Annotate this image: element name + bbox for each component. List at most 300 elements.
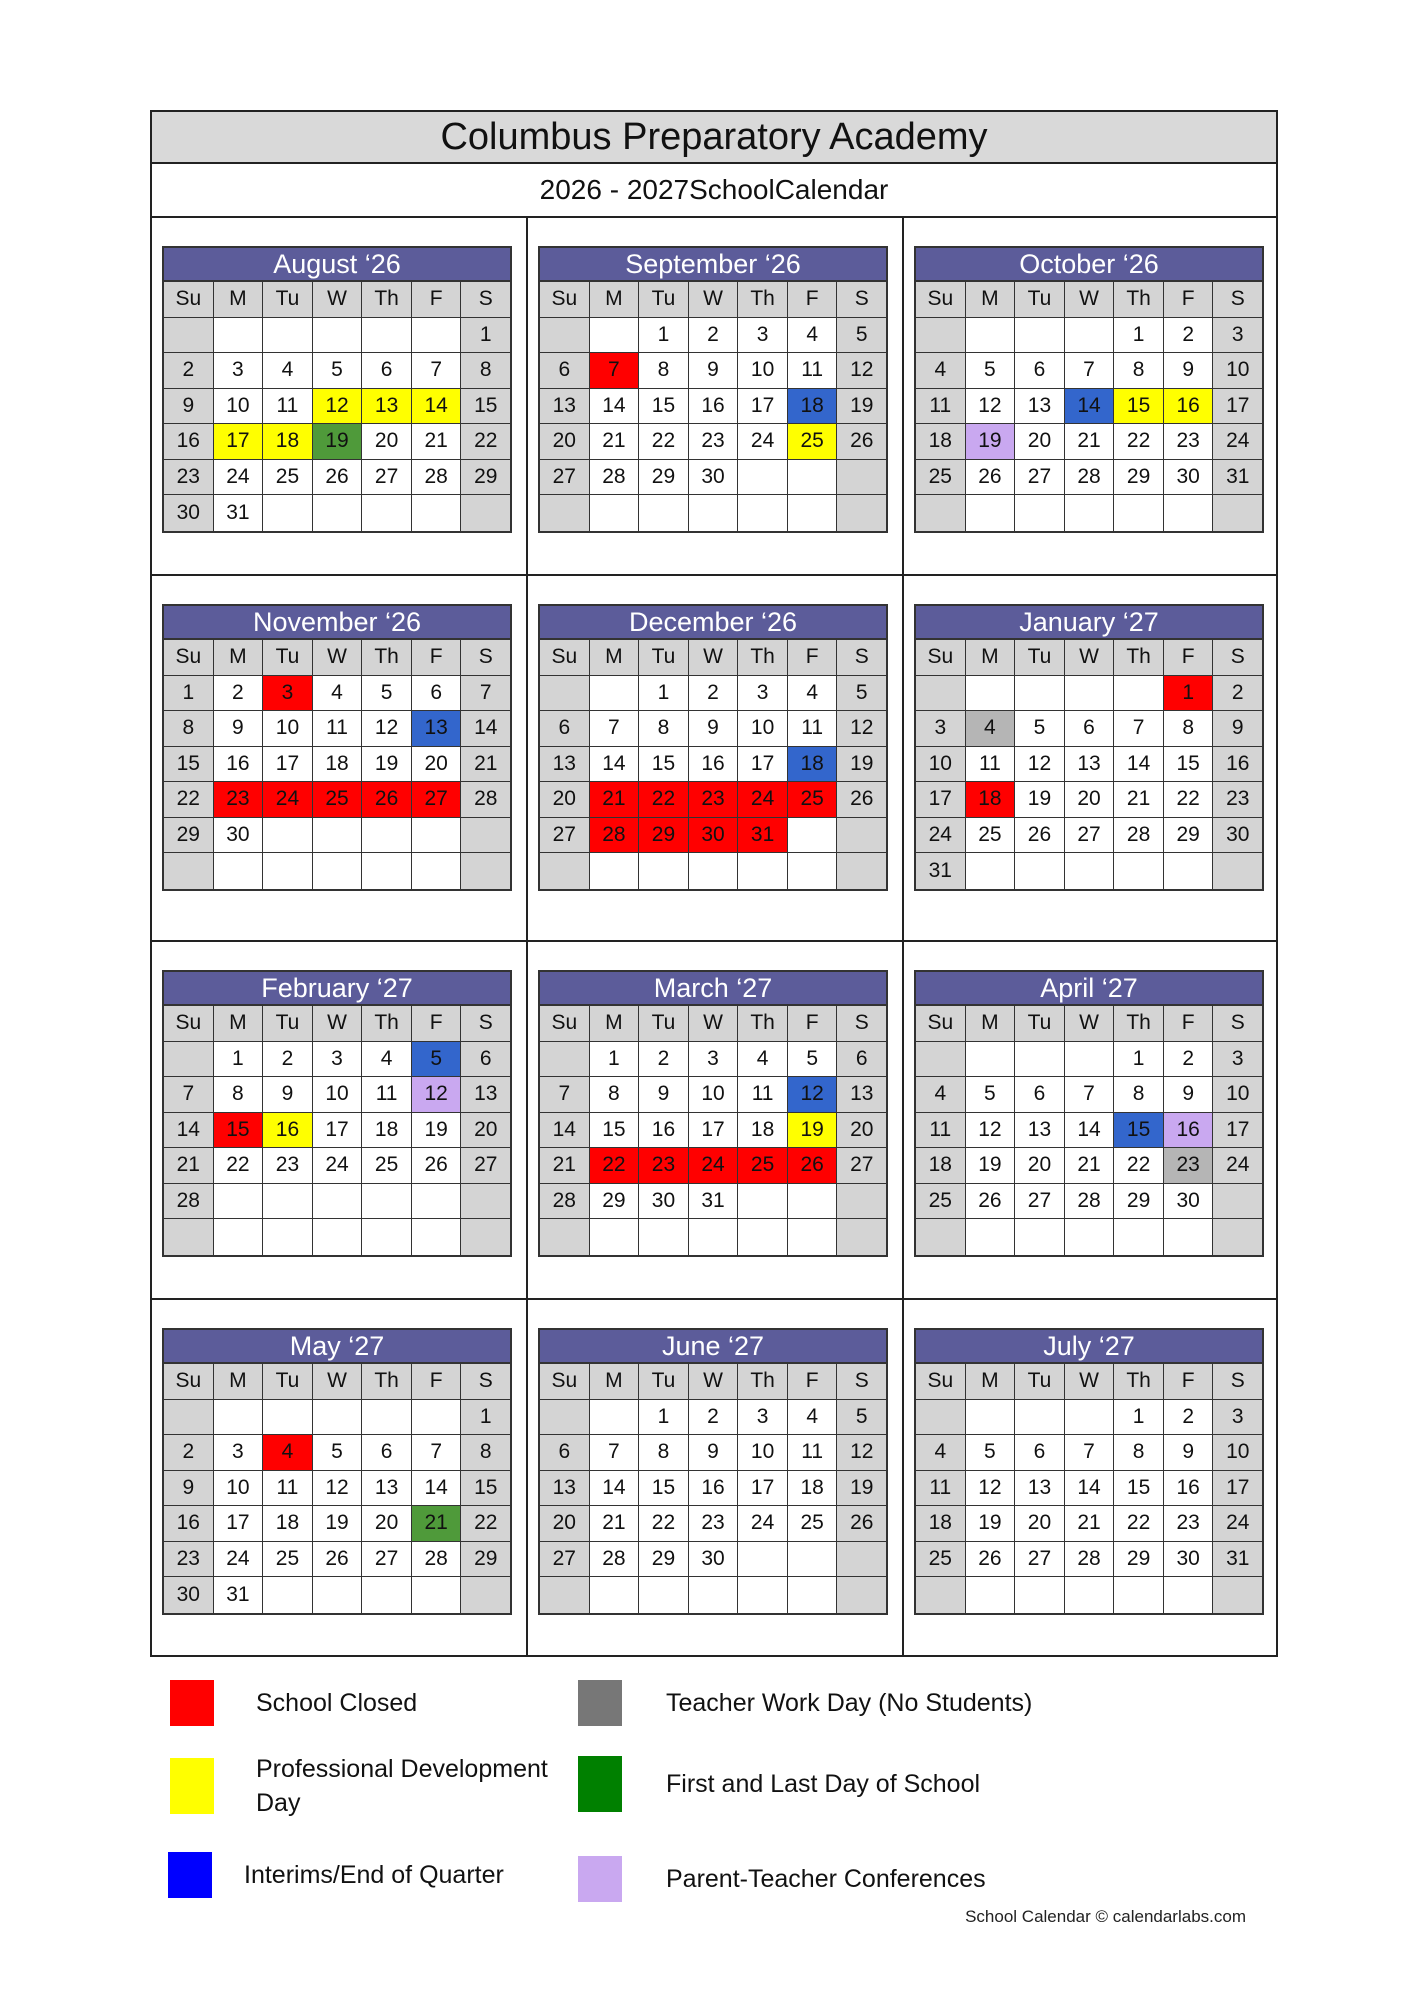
weekday-label: Th [738,1364,788,1400]
weekday-header-row [540,640,886,676]
calendar-day: 22 [590,1148,640,1184]
calendar-day: 27 [1015,1184,1065,1220]
empty-day [590,495,640,531]
calendar-day: 21 [590,782,640,818]
empty-day [263,318,313,354]
empty-day [313,1577,363,1613]
empty-day [362,853,412,889]
weekday-label: M [214,1006,264,1042]
calendar-day: 29 [164,818,214,854]
week-row [916,353,1262,389]
weekday-label: F [412,282,462,318]
week-row [916,1506,1262,1542]
month-title: June ‘27 [540,1330,886,1364]
empty-day [412,1184,462,1220]
week-row [540,389,886,425]
calendar-day: 13 [540,1471,590,1507]
weekday-header-row [916,1006,1262,1042]
week-row [164,353,510,389]
empty-day [1015,495,1065,531]
week-row [164,818,510,854]
calendar-day: 25 [788,424,838,460]
calendar-day: 30 [1164,1184,1214,1220]
month-title: July ‘27 [916,1330,1262,1364]
calendar-day: 24 [1213,1506,1262,1542]
calendar-day: 17 [916,782,966,818]
empty-day [263,853,313,889]
calendar-day: 12 [966,1471,1016,1507]
empty-day [966,495,1016,531]
week-row [916,460,1262,496]
weekday-header-row [164,282,510,318]
calendar-day: 16 [1164,1471,1214,1507]
calendar-day: 19 [966,1506,1016,1542]
calendar-day: 23 [214,782,264,818]
calendar-day: 1 [639,318,689,354]
calendar-day: 30 [1164,1542,1214,1578]
calendar-day: 4 [916,1077,966,1113]
month-calendar [162,1328,512,1615]
calendar-day: 22 [461,424,510,460]
calendar-day: 10 [313,1077,363,1113]
calendar-day: 15 [639,747,689,783]
calendar-day: 1 [639,1400,689,1436]
empty-day [837,1219,886,1255]
calendar-day: 16 [1164,1113,1214,1149]
empty-day [461,1219,510,1255]
empty-day [263,1219,313,1255]
calendar-day: 24 [738,1506,788,1542]
calendar-day: 5 [412,1042,462,1078]
legend-item-conferences [578,1856,986,1902]
calendar-day: 13 [1015,389,1065,425]
calendar-day: 22 [164,782,214,818]
weekday-label: Su [916,282,966,318]
calendar-day: 14 [590,389,640,425]
weekday-label: S [461,1006,510,1042]
calendar-day: 7 [590,353,640,389]
empty-day [1065,1219,1115,1255]
calendar-day: 19 [313,1506,363,1542]
month-title: February ‘27 [164,972,510,1006]
calendar-day: 26 [412,1148,462,1184]
weekday-label: Tu [263,282,313,318]
weekday-label: F [788,1006,838,1042]
calendar-day: 4 [788,676,838,712]
calendar-day: 15 [590,1113,640,1149]
calendar-day: 1 [590,1042,640,1078]
calendar-day: 3 [263,676,313,712]
calendar-day: 16 [1164,389,1214,425]
month-cell [904,218,1276,576]
empty-day [540,1400,590,1436]
empty-day [412,818,462,854]
calendar-day: 13 [362,1471,412,1507]
calendar-day: 1 [164,676,214,712]
week-row [164,1506,510,1542]
calendar-day: 30 [689,460,739,496]
month-title: March ‘27 [540,972,886,1006]
calendar-day: 7 [412,1435,462,1471]
calendar-day: 24 [214,460,264,496]
weekday-label: Su [164,1006,214,1042]
calendar-day: 6 [540,711,590,747]
calendar-day: 22 [1114,424,1164,460]
calendar-day: 29 [461,460,510,496]
weekday-label: Su [540,282,590,318]
calendar-day: 12 [1015,747,1065,783]
month-grid [152,218,1276,1657]
calendar-day: 5 [362,676,412,712]
empty-day [1015,318,1065,354]
month-cell [152,576,528,942]
calendar-day: 5 [837,1400,886,1436]
calendar-day: 15 [1114,1113,1164,1149]
week-row [916,1400,1262,1436]
empty-day [540,495,590,531]
calendar-day: 11 [916,389,966,425]
weekday-label: Tu [1015,1006,1065,1042]
weekday-label: Su [916,1006,966,1042]
calendar-day: 31 [1213,1542,1262,1578]
month-calendar [914,246,1264,533]
calendar-day: 22 [461,1506,510,1542]
calendar-day: 9 [263,1077,313,1113]
calendar-day: 10 [263,711,313,747]
calendar-day: 23 [639,1148,689,1184]
week-row [540,818,886,854]
calendar-day: 2 [1213,676,1262,712]
calendar-day: 23 [1164,424,1214,460]
calendar-day: 31 [214,1577,264,1613]
legend-item-first-last-day [578,1756,980,1812]
weekday-header-row [540,282,886,318]
empty-day [461,495,510,531]
weekday-label: W [1065,1006,1115,1042]
month-calendar [914,1328,1264,1615]
calendar-day: 5 [313,353,363,389]
calendar-day: 20 [461,1113,510,1149]
week-row [916,747,1262,783]
calendar-day: 23 [263,1148,313,1184]
empty-day [214,853,264,889]
calendar-day: 13 [540,747,590,783]
legend-item-interims [168,1852,504,1898]
calendar-day: 6 [412,676,462,712]
week-row [540,1577,886,1613]
calendar-day: 3 [916,711,966,747]
calendar-day: 25 [916,1542,966,1578]
weekday-label: W [313,282,363,318]
calendar-day: 25 [788,1506,838,1542]
calendar-day: 25 [263,460,313,496]
calendar-day: 10 [689,1077,739,1113]
calendar-day: 1 [1114,1042,1164,1078]
empty-day [214,1400,264,1436]
calendar-day: 20 [540,1506,590,1542]
calendar-day: 3 [738,1400,788,1436]
page-subtitle: 2026 - 2027SchoolCalendar [152,164,1276,218]
calendar-day: 3 [1213,318,1262,354]
calendar-day: 7 [461,676,510,712]
month-title: September ‘26 [540,248,886,282]
week-row [164,1542,510,1578]
calendar-day: 30 [164,495,214,531]
calendar-day: 27 [540,818,590,854]
calendar-day: 18 [916,1506,966,1542]
weekday-label: W [689,1006,739,1042]
legend-swatch-gray [578,1680,622,1726]
weekday-label: Tu [263,1006,313,1042]
empty-day [313,1400,363,1436]
calendar-day: 28 [540,1184,590,1220]
calendar-day: 30 [1164,460,1214,496]
month-calendar [162,604,512,891]
weekday-header-row [164,1364,510,1400]
weekday-label: Th [362,1006,412,1042]
empty-day [837,460,886,496]
calendar-day: 28 [412,460,462,496]
weekday-label: Su [164,640,214,676]
weekday-label: Su [540,1006,590,1042]
week-row [164,389,510,425]
weekday-label: F [1164,1364,1214,1400]
calendar-day: 21 [412,1506,462,1542]
calendar-day: 29 [639,460,689,496]
calendar-day: 20 [540,424,590,460]
weekday-label: F [412,1006,462,1042]
week-row [540,353,886,389]
calendar-day: 1 [214,1042,264,1078]
empty-day [1164,853,1214,889]
calendar-day: 20 [362,1506,412,1542]
calendar-day: 7 [412,353,462,389]
calendar-day: 16 [689,389,739,425]
weekday-header-row [916,282,1262,318]
calendar-day: 11 [966,747,1016,783]
empty-day [164,1400,214,1436]
empty-day [788,460,838,496]
weekday-label: Th [1114,640,1164,676]
calendar-day: 12 [788,1077,838,1113]
empty-day [313,495,363,531]
weekday-header-row [540,1364,886,1400]
weekday-label: W [689,1364,739,1400]
empty-day [689,1219,739,1255]
calendar-day: 2 [164,353,214,389]
calendar-day: 27 [412,782,462,818]
empty-day [1015,1400,1065,1436]
month-calendar [538,246,888,533]
calendar-day: 6 [461,1042,510,1078]
month-calendar [538,970,888,1257]
calendar-day: 11 [313,711,363,747]
week-row [540,1219,886,1255]
week-row [164,1577,510,1613]
weekday-label: Su [916,640,966,676]
calendar-day: 13 [837,1077,886,1113]
calendar-day: 8 [164,711,214,747]
calendar-day: 1 [461,318,510,354]
calendar-day: 17 [738,747,788,783]
calendar-day: 6 [1015,353,1065,389]
empty-day [412,1577,462,1613]
week-row [164,424,510,460]
calendar-day: 27 [540,460,590,496]
legend-swatch-lavender [578,1856,622,1902]
empty-day [1213,1577,1262,1613]
calendar-day: 3 [214,1435,264,1471]
empty-day [263,1577,313,1613]
calendar-day: 16 [689,1471,739,1507]
week-row [164,1400,510,1436]
weekday-header-row [540,1006,886,1042]
weekday-label: M [966,1364,1016,1400]
calendar-day: 19 [837,747,886,783]
calendar-day: 25 [362,1148,412,1184]
weekday-label: F [412,640,462,676]
calendar-day: 20 [362,424,412,460]
month-calendar [914,970,1264,1257]
empty-day [313,1219,363,1255]
weekday-label: M [966,640,1016,676]
legend-item-professional-development [170,1752,556,1820]
calendar-day: 17 [214,1506,264,1542]
week-row [164,1219,510,1255]
week-row [916,1148,1262,1184]
empty-day [788,1219,838,1255]
calendar-day: 26 [1015,818,1065,854]
empty-day [1213,1219,1262,1255]
empty-day [788,818,838,854]
weekday-label: M [590,640,640,676]
weekday-label: F [412,1364,462,1400]
weekday-label: M [214,1364,264,1400]
calendar-day: 15 [1164,747,1214,783]
calendar-day: 9 [214,711,264,747]
week-row [916,1184,1262,1220]
calendar-day: 28 [461,782,510,818]
week-row [916,1113,1262,1149]
month-cell [528,1300,904,1655]
weekday-label: W [313,1364,363,1400]
calendar-day: 10 [738,353,788,389]
week-row [916,1471,1262,1507]
empty-day [788,853,838,889]
empty-day [639,495,689,531]
week-row [916,1542,1262,1578]
calendar-day: 28 [590,818,640,854]
empty-day [1065,676,1115,712]
calendar-day: 14 [412,389,462,425]
month-cell [152,942,528,1300]
calendar-day: 30 [214,818,264,854]
empty-day [738,495,788,531]
calendar-day: 23 [1164,1148,1214,1184]
calendar-day: 27 [1015,460,1065,496]
calendar-day: 12 [966,1113,1016,1149]
calendar-day: 26 [966,460,1016,496]
calendar-day: 5 [966,1077,1016,1113]
empty-day [313,1184,363,1220]
week-row [164,1077,510,1113]
calendar-day: 2 [164,1435,214,1471]
calendar-day: 29 [639,1542,689,1578]
calendar-day: 10 [738,711,788,747]
calendar-day: 23 [164,460,214,496]
calendar-day: 18 [916,424,966,460]
legend-label: Professional Development Day [256,1755,548,1817]
calendar-day: 17 [1213,389,1262,425]
calendar-day: 11 [788,711,838,747]
calendar-day: 22 [639,1506,689,1542]
week-row [916,318,1262,354]
calendar-day: 14 [164,1113,214,1149]
weekday-label: M [214,640,264,676]
calendar-day: 8 [1164,711,1214,747]
empty-day [1114,676,1164,712]
calendar-day: 24 [214,1542,264,1578]
empty-day [639,853,689,889]
legend-label: Interims/End of Quarter [244,1861,504,1889]
calendar-day: 22 [639,424,689,460]
calendar-day: 21 [1114,782,1164,818]
empty-day [214,1184,264,1220]
calendar-day: 13 [1065,747,1115,783]
empty-day [1065,853,1115,889]
footer-credit: School Calendar © calendarlabs.com [965,1907,1246,1926]
weekday-label: Tu [1015,282,1065,318]
calendar-day: 11 [788,1435,838,1471]
calendar-day: 11 [916,1113,966,1149]
calendar-day: 11 [916,1471,966,1507]
calendar-day: 13 [1015,1113,1065,1149]
month-cell [528,218,904,576]
empty-day [1213,1184,1262,1220]
calendar-day: 16 [1213,747,1262,783]
empty-day [540,318,590,354]
calendar-day: 24 [738,782,788,818]
calendar-day: 8 [639,1435,689,1471]
calendar-day: 13 [362,389,412,425]
calendar-day: 2 [1164,1400,1214,1436]
calendar-day: 3 [738,676,788,712]
calendar-day: 11 [788,353,838,389]
calendar-day: 21 [1065,1148,1115,1184]
week-row [916,676,1262,712]
calendar-day: 3 [1213,1042,1262,1078]
empty-day [412,1219,462,1255]
week-row [916,495,1262,531]
weekday-label: F [788,640,838,676]
calendar-day: 8 [1114,1435,1164,1471]
week-row [164,1148,510,1184]
weekday-label: M [966,1006,1016,1042]
week-row [540,853,886,889]
weekday-label: F [1164,1006,1214,1042]
calendar-day: 12 [966,389,1016,425]
calendar-day: 20 [1015,424,1065,460]
weekday-label: Th [738,1006,788,1042]
empty-day [1114,1219,1164,1255]
calendar-day: 9 [1164,353,1214,389]
calendar-day: 18 [788,1471,838,1507]
week-row [164,318,510,354]
weekday-label: W [689,282,739,318]
week-row [540,1400,886,1436]
calendar-day: 29 [1114,1184,1164,1220]
calendar-day: 5 [837,676,886,712]
